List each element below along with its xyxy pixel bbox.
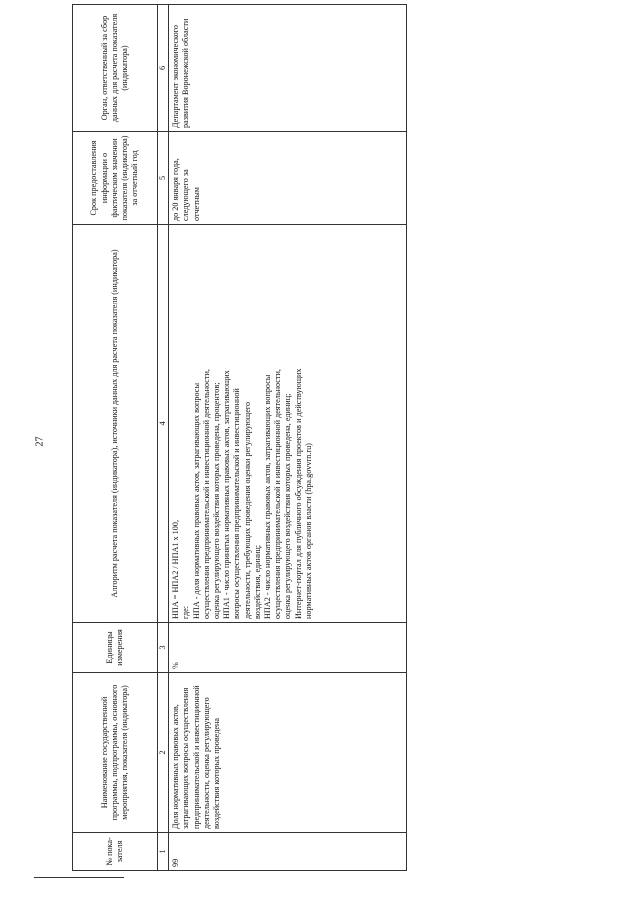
column-number: 1 <box>158 833 169 871</box>
page-number: 27 <box>34 436 46 447</box>
row-unit: % <box>169 623 407 673</box>
row-algorithm <box>169 225 407 623</box>
header-indicator-number: № пока-зателя <box>73 833 158 871</box>
algorithm-line: нормативных актов органов власти (hpa.govvrn.ru) <box>303 443 313 619</box>
row-indicator-number: 99 <box>169 833 407 871</box>
algorithm-line: НПА1 - число принятых нормативных правовых актов, затрагивающих <box>222 370 232 619</box>
algorithm-line: НПА2 - число нормативных правовых актов, затрагивающих вопросы <box>263 374 273 619</box>
table-header-row <box>73 5 158 871</box>
algorithm-line: оценка регулирующего воздействия которых проведена, единиц; <box>283 393 293 619</box>
algorithm-line: Интернет-портал для публичного обсуждения проектов и действующих <box>293 368 303 619</box>
header-indicator-name: Наименование государственной программы, подпрограммы, основного мероприятия, показателя (индикатора) <box>73 673 158 833</box>
header-algorithm: Алгоритм расчета показателя (индикатора), источники данных для расчета показателя (индикатора) <box>73 225 158 623</box>
column-number: 6 <box>158 5 169 132</box>
header-responsible-body: Орган, ответственный за сбор данных для расчета показателя (индикатора) <box>73 5 158 132</box>
table-row <box>169 5 407 871</box>
header-unit: Единицы измерения <box>73 623 158 673</box>
algorithm-line: деятельности, требующих проведения оценки регулирующего <box>242 401 252 619</box>
column-number: 4 <box>158 225 169 623</box>
row-responsible-body: Департамент экономического развития Воронежской области <box>169 5 407 132</box>
algorithm-line: вопросы осуществления предпринимательской и инвестиционной <box>232 388 242 619</box>
row-deadline: до 20 января года, следующего за отчетным <box>169 132 407 225</box>
algorithm-line: воздействия, единиц; <box>252 545 262 619</box>
footer-rule <box>34 877 124 878</box>
algorithm-line: НПА - доля нормативных правовых актов, затрагивающих вопросы <box>191 383 201 619</box>
column-number: 2 <box>158 673 169 833</box>
column-number: 3 <box>158 623 169 673</box>
algorithm-line: где: <box>181 605 191 619</box>
indicator-table-rotator <box>72 5 407 871</box>
algorithm-line: НПА = НПА2 / НПА1 х 100, <box>171 520 181 619</box>
column-number-row <box>158 5 169 871</box>
algorithm-line: оценка регулирующего воздействия которых проведена, процентов; <box>212 382 222 619</box>
indicator-table <box>72 4 407 871</box>
header-deadline: Срок предоставления информации о фактическом значении показателя (индикатора) за отчетный год <box>73 132 158 225</box>
row-indicator-name: Доля нормативных правовых актов, затрагивающих вопросы осуществления предпринимательской и инвестиционной деятельности, оценка регулирующего воздействия которых проведена <box>169 673 407 833</box>
algorithm-line: осуществления предпринимательской и инвестиционной деятельности, <box>201 369 211 619</box>
rotated-page-content <box>72 5 407 871</box>
algorithm-line: осуществления предпринимательской и инвестиционной деятельности, <box>273 369 283 619</box>
column-number: 5 <box>158 132 169 225</box>
